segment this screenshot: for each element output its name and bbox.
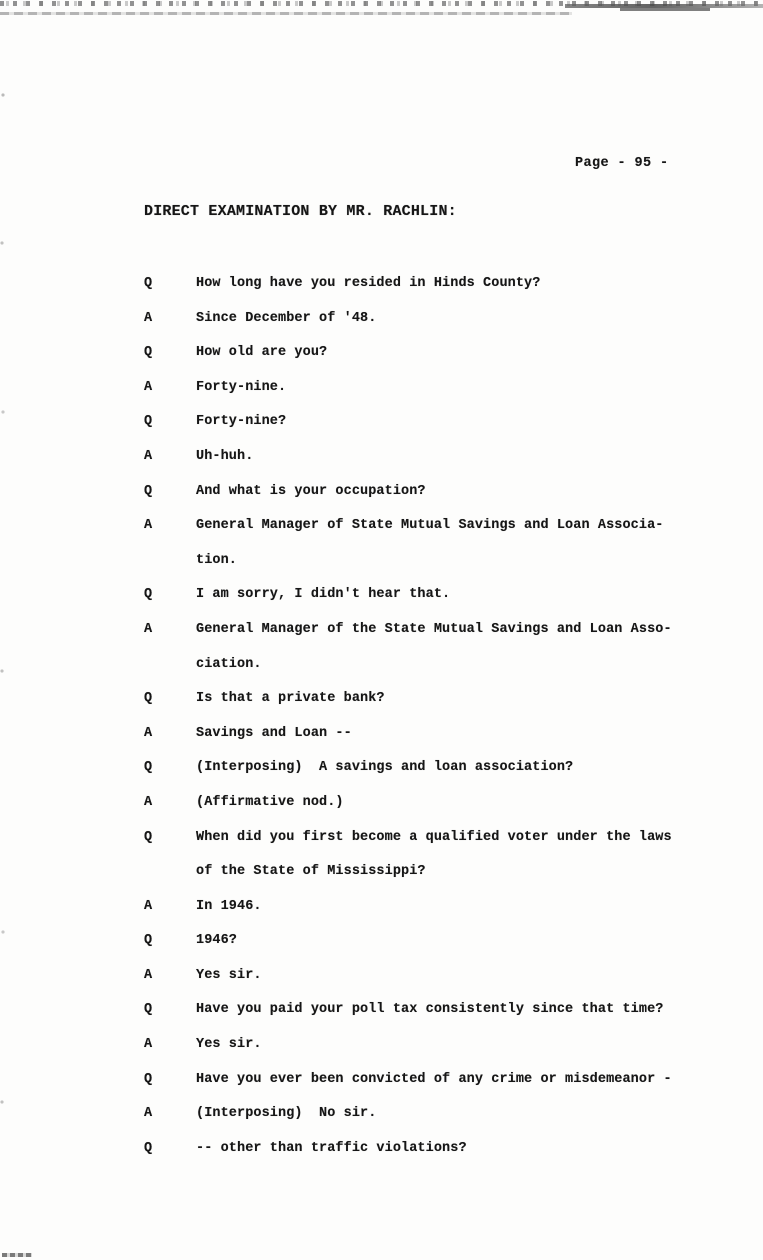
line-text: of the State of Mississippi?: [196, 864, 426, 880]
line-text: Is that a private bank?: [196, 691, 385, 707]
line-text: When did you first become a qualified voter under the laws: [196, 829, 672, 845]
scan-artifact-left-specks: [0, 0, 6, 1260]
transcript-line: [144, 1072, 704, 1107]
transcript-line: [144, 311, 704, 346]
line-text: General Manager of the State Mutual Savings and Loan Asso-: [196, 621, 672, 637]
transcript-line: [144, 933, 704, 968]
speaker-label: A: [144, 448, 153, 464]
scan-artifact-bottom-left: [2, 1253, 32, 1257]
line-text: tion.: [196, 552, 238, 568]
speaker-label: A: [144, 794, 153, 810]
speaker-label: A: [144, 725, 153, 741]
transcript-line: [144, 380, 704, 415]
transcript-line: [144, 899, 704, 934]
transcript-line: [144, 760, 704, 795]
line-text: Forty-nine.: [196, 379, 287, 395]
line-text: Yes sir.: [196, 1037, 262, 1053]
line-text: How long have you resided in Hinds County?: [196, 276, 541, 291]
scan-artifact-top-rule-right: [565, 4, 763, 8]
scan-artifact-top-rule-left: [0, 12, 572, 15]
examination-heading: DIRECT EXAMINATION BY MR. RACHLIN:: [144, 203, 457, 220]
speaker-label: A: [144, 621, 153, 637]
speaker-label: Q: [144, 1140, 153, 1156]
transcript-line: [144, 587, 704, 622]
transcript-line: [144, 726, 704, 761]
speaker-label: A: [144, 1106, 153, 1122]
transcript-line: [144, 553, 704, 588]
transcript-line: [144, 968, 704, 1003]
speaker-label: Q: [144, 414, 153, 430]
transcript-line: [144, 449, 704, 484]
line-text: (Affirmative nod.): [196, 794, 344, 810]
transcript-line: [144, 830, 704, 865]
speaker-label: A: [144, 379, 153, 395]
transcript-line: [144, 795, 704, 830]
speaker-label: Q: [144, 587, 153, 603]
transcript-line: [144, 691, 704, 726]
transcript-line: [144, 864, 704, 899]
line-text: Uh-huh.: [196, 448, 254, 464]
line-text: Since December of '48.: [196, 310, 377, 326]
speaker-label: Q: [144, 483, 153, 499]
speaker-label: A: [144, 898, 153, 914]
speaker-label: A: [144, 310, 153, 326]
line-text: ciation.: [196, 656, 262, 672]
line-text: Forty-nine?: [196, 414, 287, 430]
transcript-line: [144, 1141, 704, 1176]
speaker-label: A: [144, 967, 153, 983]
line-text: (Interposing) A savings and loan association?: [196, 760, 574, 776]
scan-artifact-top-dots: [0, 1, 763, 6]
speaker-label: Q: [144, 276, 153, 291]
transcript-line: [144, 345, 704, 380]
speaker-label: Q: [144, 829, 153, 845]
transcript-line: [144, 484, 704, 519]
speaker-label: Q: [144, 1002, 153, 1018]
speaker-label: Q: [144, 691, 153, 707]
transcript-line: [144, 1037, 704, 1072]
transcript-body: [144, 276, 704, 1175]
transcript-line: [144, 1002, 704, 1037]
line-text: 1946?: [196, 933, 238, 949]
transcript-line: [144, 414, 704, 449]
speaker-label: A: [144, 1037, 153, 1053]
line-text: In 1946.: [196, 898, 262, 914]
scan-artifact-top-smudge: [620, 8, 710, 11]
speaker-label: Q: [144, 1071, 153, 1087]
line-text: General Manager of State Mutual Savings and Loan Associa-: [196, 518, 664, 534]
line-text: Have you paid your poll tax consistently since that time?: [196, 1002, 664, 1018]
transcript-line: [144, 657, 704, 692]
transcript-line: [144, 622, 704, 657]
speaker-label: Q: [144, 345, 153, 361]
line-text: And what is your occupation?: [196, 483, 426, 499]
speaker-label: Q: [144, 760, 153, 776]
transcript-line: [144, 518, 704, 553]
line-text: (Interposing) No sir.: [196, 1106, 377, 1122]
page-number: Page - 95 -: [575, 156, 669, 171]
transcript-line: [144, 276, 704, 311]
line-text: Yes sir.: [196, 967, 262, 983]
line-text: Savings and Loan --: [196, 725, 352, 741]
transcript-line: [144, 1106, 704, 1141]
line-text: I am sorry, I didn't hear that.: [196, 587, 451, 603]
speaker-label: Q: [144, 933, 153, 949]
line-text: Have you ever been convicted of any crime or misdemeanor -: [196, 1071, 672, 1087]
speaker-label: A: [144, 518, 153, 534]
line-text: How old are you?: [196, 345, 328, 361]
line-text: -- other than traffic violations?: [196, 1140, 467, 1156]
